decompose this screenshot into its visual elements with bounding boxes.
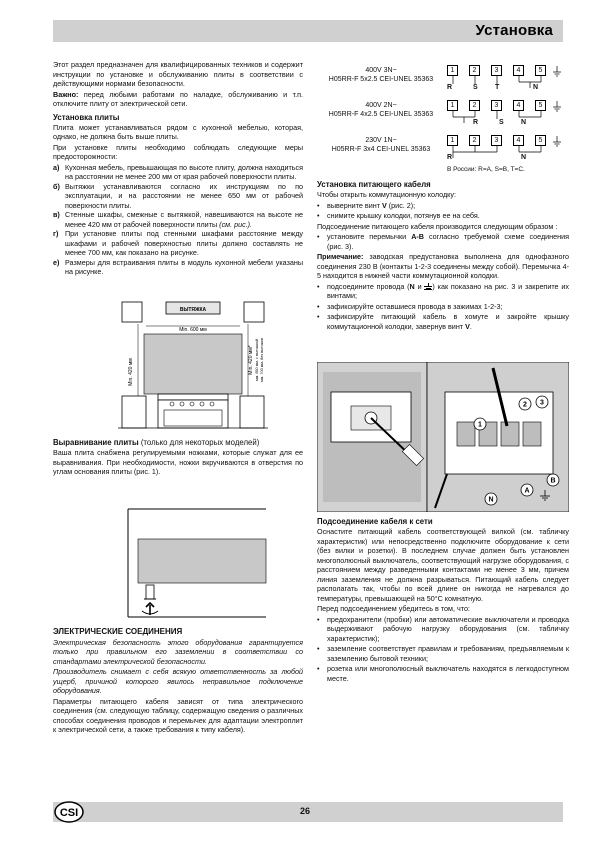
phase-letter: R bbox=[447, 154, 453, 161]
list-item: • подсоедините провода (N и ) как показано на рис. 3 и закрепите их винтами; bbox=[317, 281, 569, 301]
ground-icon bbox=[424, 283, 432, 290]
hood-label: ВЫТЯЖКА bbox=[179, 307, 207, 313]
terminal-2: 2 bbox=[469, 135, 480, 146]
electrical-params-text: Параметры питающего кабеля зависят от типа электрического соединения (см. следующую таблицу, содержащую сведения о различных способах соединения проводов и перемычек для адаптации электроплит к электрической сети, а также требования к типу кабеля). bbox=[53, 696, 303, 735]
page-number: 26 bbox=[300, 806, 311, 816]
callout-3: 3 bbox=[540, 399, 544, 407]
min-420-right-label: Min. 420 мм* bbox=[248, 345, 254, 375]
electrical-section bbox=[53, 627, 303, 736]
terminal-4: 4 bbox=[513, 65, 524, 76]
connection-heading: Подсоединение кабеля к сети bbox=[317, 517, 433, 526]
terminal-3: 3 bbox=[491, 65, 502, 76]
callout-n: N bbox=[488, 496, 494, 504]
list-item: г) При установке плиты под стенными шкафами расстояние между шкафами и рабочей поверхностью плиты должно составлять не менее 700 мм, как показано на рисунке. bbox=[53, 229, 303, 258]
phase-letter: R bbox=[447, 84, 453, 91]
installation-figure bbox=[118, 300, 268, 430]
list-item: а) Кухонная мебель, превышающая по высоте плиту, должна находиться на расстоянии не менее 200 мм от края рабочей поверхности плиты. bbox=[53, 162, 303, 182]
install-heading: Установка плиты bbox=[53, 112, 120, 122]
brand-logo bbox=[54, 801, 84, 823]
list-item: в) Стенные шкафы, смежные с вытяжкой, навешиваются на высоте не менее 420 мм от рабочей поверхности плиты (см. рис.). bbox=[53, 210, 303, 229]
phase-letter: S bbox=[499, 119, 504, 126]
terminal-block bbox=[447, 62, 569, 102]
left-column-lower bbox=[53, 438, 303, 478]
wiring-row-2n bbox=[317, 97, 569, 137]
terminal-5: 5 bbox=[535, 135, 546, 146]
list-item: • установите перемычки A-B согласно требуемой схеме соединения (рис. 3). bbox=[317, 232, 570, 251]
factory-note: Примечание: заводская предустановка выполнена для однофазного соединения 230 В (контакты 1-2-3 соединены между собой). Перемычка 4-5 находится в нижней части коммутационной колодки. bbox=[317, 252, 569, 281]
list-item: б) Вытяжки устанавливаются согласно их инструкциям по по эксплуатации, и на расстоянии не менее 650 мм от рабочей поверхности плиты. bbox=[53, 181, 303, 210]
min-420-left-label: Min. 420 мм bbox=[128, 358, 134, 386]
terminal-wires bbox=[447, 97, 569, 137]
list-item: • снимите крышку колодки, потянув ее на себя. bbox=[317, 211, 480, 221]
level-text: Ваша плита снабжена регулируемыми ножками, которые служат для ее выравнивания. При необходимости, ножки вкручиваются в отверстия по углам основания плиты (рис. 1). bbox=[53, 448, 303, 477]
right-column bbox=[317, 180, 569, 332]
min-600-label: Min. 600 мм bbox=[179, 327, 207, 333]
wiring-row-3n bbox=[317, 62, 569, 102]
header-band bbox=[53, 20, 563, 42]
russia-note: В России: R=A, S=B, T=C. bbox=[447, 166, 525, 173]
electrical-liability-text: Производитель снимает с себя всякую ответственность за любой ущерб, причиной которого явилось неправильное подключение оборудования. bbox=[53, 667, 303, 696]
terminal-2: 2 bbox=[469, 100, 480, 111]
list-item: • зафиксируйте питающий кабель в хомуте и закройте крышку коммутационной колодки, завернув винт V. bbox=[317, 312, 569, 331]
wiring-voltage: 400V 3N~ bbox=[365, 67, 397, 74]
electrical-safety-text: Электрическая безопасность этого оборудования гарантируется только при правильном его заземлении в соответствии со стандартами электрической безопасности. bbox=[53, 637, 303, 666]
important-note: Важно: перед любыми работами по наладке, обслуживанию и т.п. отключите плиту от электрической сети. bbox=[53, 89, 303, 108]
leveling-figure bbox=[118, 507, 268, 619]
install-para-2: При установке плиты необходимо соблюдать следующие меры предосторожности: bbox=[53, 142, 303, 162]
cable-para-2: Подсоединение питающего кабеля производится следующим образом : bbox=[317, 221, 558, 231]
wiring-voltage: 400V 2N~ bbox=[365, 102, 397, 109]
list-item: е) Размеры для встраивания плиты в модуль кухонной мебели указаны на рисунке. bbox=[53, 257, 303, 277]
phase-letter: S bbox=[473, 84, 478, 91]
callout-a: A bbox=[524, 487, 530, 495]
terminal-5: 5 bbox=[535, 65, 546, 76]
left-column bbox=[53, 60, 303, 277]
cable-heading: Установка питающего кабеля bbox=[317, 180, 431, 189]
terminal-block bbox=[447, 97, 569, 137]
list-item: • выверните винт V (рис. 2); bbox=[317, 200, 416, 210]
cable-para-1: Чтобы открыть коммутационную колодку: bbox=[317, 190, 456, 200]
terminal-2: 2 bbox=[469, 65, 480, 76]
phase-letter: N bbox=[533, 84, 539, 91]
connection-section bbox=[317, 517, 569, 684]
callout-2: 2 bbox=[523, 401, 527, 409]
connection-para-1: Оснастите питающий кабель соответствующей вилкой (см. табличку характеристик) или непосредственно подключите оборудование к сети (без вилки и розетки). В последнем случае должен быть установлен многополюсный выключатель, соответствующий нагрузке оборудования, с расстоянием между разведенными контактами не менее 3 мм, причем линия заземления не должна разрываться. Питающий кабель следует располагать так, чтобы по всей длине он никогда не нагревался до температуры, превышающей на 50°C комнатную. bbox=[317, 527, 569, 603]
wiring-row-1n bbox=[317, 132, 569, 172]
level-heading: Выравнивание плиты (только для некоторых моделей) bbox=[53, 438, 260, 447]
wiring-cable: H05RR-F 4x2.5 CEI-UNEL 35363 bbox=[328, 111, 434, 119]
terminal-1: 1 bbox=[447, 100, 458, 111]
terminal-5: 5 bbox=[535, 100, 546, 111]
terminal-figure bbox=[317, 362, 569, 512]
callout-1: 1 bbox=[478, 421, 482, 429]
wiring-cable: H05RR-F 3x4 CEI-UNEL 35363 bbox=[331, 146, 431, 154]
install-para-1: Плита может устанавливаться рядом с кухонной мебелью, которая, однако, не должна быть выше плиты. bbox=[53, 122, 303, 142]
phase-letter: T bbox=[495, 84, 500, 91]
list-item: • зафиксируйте оставшиеся провода в зажимах 1-2-3; bbox=[317, 301, 503, 311]
connection-para-2: Перед подсоединением убедитесь в том, что: bbox=[317, 604, 470, 614]
wiring-cable: H05RR-F 5x2.5 CEI-UNEL 35363 bbox=[328, 76, 434, 84]
list-item: • заземление соответствует правилам и требованиям, предъявляемым к заземлению бытовой техники; bbox=[317, 644, 569, 663]
list-item: • розетка или многополюсный выключатель находятся в легкодоступном месте. bbox=[317, 664, 569, 683]
phase-letter: R bbox=[473, 119, 479, 126]
terminal-wires bbox=[447, 62, 569, 102]
terminal-4: 4 bbox=[513, 135, 524, 146]
hood-note-label: мм. 650 мм. с вытяжкой bbox=[255, 338, 259, 382]
phase-letter: N bbox=[521, 154, 527, 161]
wiring-voltage: 230V 1N~ bbox=[365, 137, 397, 144]
nohood-note-label: мм. 700 мм. без вытяжки bbox=[260, 338, 264, 382]
callout-b: B bbox=[550, 477, 556, 485]
terminal-3: 3 bbox=[491, 100, 502, 111]
phase-letter: N bbox=[521, 119, 527, 126]
terminal-1: 1 bbox=[447, 135, 458, 146]
electrical-heading: ЭЛЕКТРИЧЕСКИЕ СОЕДИНЕНИЯ bbox=[53, 627, 183, 636]
logo-text: CSI bbox=[59, 807, 79, 819]
page-title: Установка bbox=[475, 22, 553, 39]
list-item: • предохранители (пробки) или автоматические выключатели и проводка выдерживают рабочую нагрузку оборудования (см. табличку характеристик); bbox=[317, 614, 569, 643]
terminal-3: 3 bbox=[491, 135, 502, 146]
terminal-4: 4 bbox=[513, 100, 524, 111]
terminal-1: 1 bbox=[447, 65, 458, 76]
intro-text: Этот раздел предназначен для квалифицированных техников и содержит инструкции по установке и обслуживанию плиты в соответствии с действующими нормами безопасности. bbox=[53, 60, 303, 88]
